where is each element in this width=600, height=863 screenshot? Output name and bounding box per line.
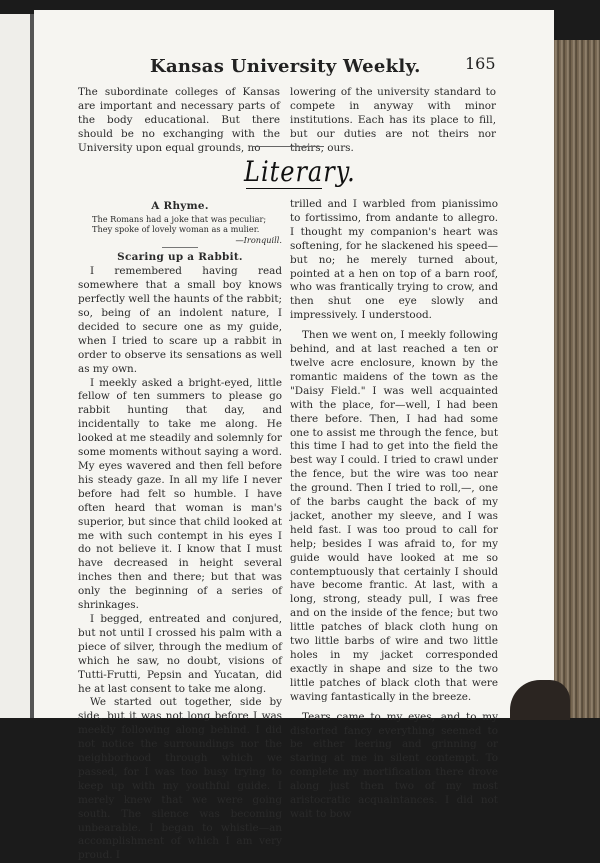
top-paragraph-col1 (78, 86, 280, 156)
section-heading: Literary. (244, 155, 356, 189)
paragraph: We started out together, side by side, but it was not long before I was meekly following along behind. I did not notice the surroundings nor the neighborhood through which we passed, for I was too busy trying to keep up with my youthful guide. I merely knew that we were going south. The silence was becoming unbearable. I began to whistle—an accomplishment of which I am very proud. I (78, 696, 282, 862)
article-column-2 (290, 198, 498, 822)
paragraph: Tears came to my eyes, and to my distorted fancy everything seemed to be either leering and grinning or staring at me in silent contempt. To complete my mortification there drove along just then two of my most aristocratic acquaintances. I did not wait to bow (290, 710, 498, 820)
paragraph: lowering of the university standard to compete in anyway with minor institutions. Each has its place to fill, but our duties are not theirs nor theirs, ours. (290, 86, 496, 154)
facing-page-edge (0, 14, 31, 718)
paragraph: I begged, entreated and conjured, but not until I crossed his palm with a piece of silver, through the medium of which he saw, no doubt, visions of Tutti-Frutti, Pepsin and Yucatan, did he at last consent to take me along. (78, 612, 282, 695)
paragraph: The subordinate colleges of Kansas are important and necessary parts of the body educational. But there should be no exchanging with the University upon equal grounds, no (78, 86, 280, 154)
rule (162, 247, 198, 248)
paragraph: Then we went on, I meekly following behind, and at last reached a ten or twelve acre enclosure, known by the romantic maidens of the town as the "Daisy Field." I was well acquainted with the place, for—well, I had been there before. Then, I had had some one to assist me through the fence, but this time I had to get into the field the best way I could. I tried to crawl under the fence, but the wire was too near the ground. Then I tried to roll,—, one of the barbs caught the back of my jacket, another my sleeve, and I was held fast. I was too proud to call for help; besides I was afraid to, for my guide would have looked at me so contemptuously that certainly I should have become frantic. At last, with a long, strong, steady pull, I was free and on the inside of the fence; but two little patches of black cloth hung on two little barbs of wire and two little holes in my jacket corresponded exactly in shape and size to the two little patches of black cloth that were waving fantastically in the breeze. (290, 329, 498, 703)
story-title: Scaring up a Rabbit. (117, 251, 243, 264)
article-column-1 (78, 200, 282, 863)
section-divider (252, 146, 324, 147)
book-page-edges (554, 40, 600, 718)
rhyme-title: A Rhyme. (151, 200, 209, 212)
running-header: Kansas University Weekly. (150, 56, 421, 77)
paragraph: I remembered having read somewhere that a small boy knows perfectly well the haunts of the rabbit; so, being of an indolent nature, I decided to secure one as my guide, when I tried to scare up a rabbit in order to observe its sensations as well as my own. (78, 265, 282, 375)
paragraph: trilled and I warbled from pianissimo to fortissimo, from andante to allegro. I thought my companion's heart was softening, for he slackened his speed—but no; he merely turned about, pointed at a hen on top of a barn roof, who was frantically trying to crow, and then shut one eye slowly and impressively. I understood. (290, 198, 498, 322)
page-number: 165 (465, 54, 496, 73)
heading-underline (246, 188, 322, 189)
rhyme-line-2: They spoke of lovely woman as a mulier. (92, 224, 260, 235)
paragraph: I meekly asked a bright-eyed, little fellow of ten summers to please go rabbit hunting that day, and incidentally to take me along. He looked at me steadily and solemnly for some moments without saying a word. My eyes wavered and then fell before his steady gaze. In all my life I never before had felt so humble. I have often heard that woman is man's superior, but since that child looked at me with such contempt in his eyes I do not believe it. I know that I must have decreased in height several inches then and there; but that was only the beginning of a series of shrinkages. (78, 376, 282, 612)
rhyme-attribution: —Ironquill. (235, 234, 282, 245)
rhyme-line-1: The Romans had a joke that was peculiar; (92, 213, 267, 224)
